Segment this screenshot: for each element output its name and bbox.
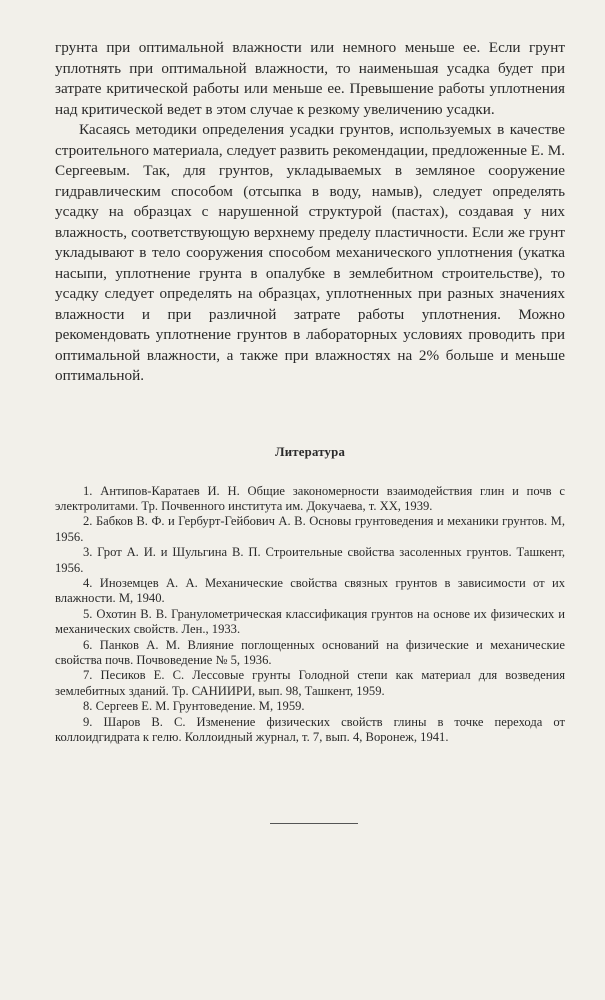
body-text [55, 38, 565, 387]
reference-item: 2. Бабков В. Ф. и Гербурт-Гейбович А. В. Основы грунтоведения и механики грунтов. М, 1956. [55, 514, 565, 544]
end-rule [270, 823, 358, 824]
references-heading: Литература [274, 444, 346, 459]
reference-item: 4. Иноземцев А. А. Механические свойства связных грунтов в зависимости от их влажности. М, 1940. [55, 575, 565, 606]
reference-item: 3. Грот А. И. и Шульгина В. П. Строительные свойства засоленных грунтов. Ташкент, 1956. [55, 545, 565, 575]
page-content [55, 38, 565, 745]
references-list [55, 484, 565, 746]
reference-item: 9. Шаров В. С. Изменение физических свойств глины в точке перехода от коллоидгидрата к гелю. Коллоидный журнал, т. 7, вып. 4, Воронеж, 1941. [55, 714, 565, 744]
reference-item: 6. Панков А. М. Влияние поглощенных оснований на физические и механические свойства почв. Почвоведение № 5, 1936. [55, 637, 565, 667]
paragraph: грунта при оптимальной влажности или немного меньше ее. Если грунт уплотнять при оптимальной влажности, то наименьшая усадка будет при затрате критической работы или меньше ее. Превышение работы уплотнения над критической ведет в этом случае к резкому увеличению усадки. [55, 39, 565, 118]
reference-item: 5. Охотин В. В. Гранулометрическая классификация грунтов на основе их физических и механических свойств. Лен., 1933. [55, 606, 565, 637]
paragraph: Касаясь методики определения усадки грунтов, используемых в качестве строительного материала, следует развить рекомендации, предложенные Е. М. Сергеевым. Так, для грунтов, укладываемых в земляное сооружение гидравлическим способом (отсыпка в воду, намыв), следует определять усадку на образцах с нарушенной структурой (пастах), создавая у них влажность, соответствующую верхнему пределу пластичности. Если же грунт укладывают в тело сооружения способом механического уплотнения (укатка насыпи, уплотнение грунта в опалубке в землебитном строительстве), то усадку следует определять на образцах, уплотненных при разных значениях влажности и при различной затрате работы уплотнения. Можно рекомендовать уплотнение грунтов в лабораторных условиях проводить при оптимальной влажности, а также при влажностях на 2% больше и меньше оптимальной. [55, 121, 565, 384]
reference-item: 7. Песиков Е. С. Лессовые грунты Голодной степи как материал для возведения землебитных зданий. Тр. САНИИРИ, вып. 98, Ташкент, 1959. [55, 668, 565, 698]
reference-item: 8. Сергеев Е. М. Грунтоведение. М, 1959. [83, 699, 305, 714]
reference-item: 1. Антипов-Каратаев И. Н. Общие закономерности взаимодействия глин и почв с электролитами. Тр. Почвенного института им. Докучаева, т. XX, 1939. [55, 483, 565, 513]
